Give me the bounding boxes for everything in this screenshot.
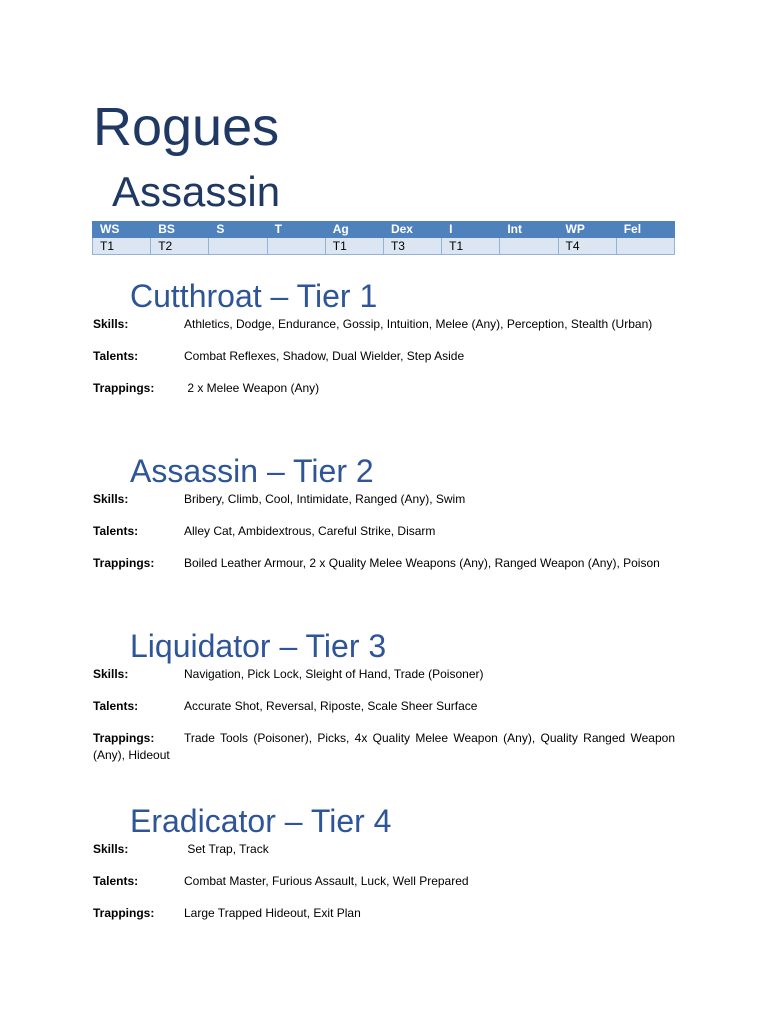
trappings-row (0, 730, 768, 764)
talents-value: Accurate Shot, Reversal, Riposte, Scale Sheer Surface (184, 699, 478, 713)
skills-label: Skills: (93, 317, 129, 331)
stat-header: T (267, 222, 325, 238)
stat-header: S (209, 222, 267, 238)
skills-label: Skills: (93, 492, 129, 506)
stat-value: T4 (558, 238, 616, 255)
talents-label: Talents: (93, 349, 139, 363)
stat-header: Dex (383, 222, 441, 238)
tier-4-section (0, 801, 768, 922)
stat-value (500, 238, 558, 255)
stat-header: WP (558, 222, 616, 238)
talents-label: Talents: (93, 524, 139, 538)
page-title: Rogues (93, 97, 280, 157)
tier-3-section (0, 626, 768, 764)
trappings-value: Trade Tools (Poisoner), Picks, 4x Quality Melee Weapon (Any), Quality Ranged Weapon (Any), Hideout (93, 731, 675, 762)
trappings-row (0, 380, 768, 397)
talents-row (0, 698, 768, 715)
tier-1-section (0, 276, 768, 397)
tier-heading: Eradicator – Tier 4 (130, 803, 392, 839)
stat-header: WS (93, 222, 151, 238)
trappings-value: 2 x Melee Weapon (Any) (184, 381, 320, 395)
stat-header: Ag (325, 222, 383, 238)
talents-row (0, 873, 768, 890)
stat-value: T1 (93, 238, 151, 255)
talents-value: Alley Cat, Ambidextrous, Careful Strike, Disarm (184, 524, 436, 538)
tier-heading: Liquidator – Tier 3 (130, 628, 387, 664)
stat-value (616, 238, 674, 255)
stats-value-row (93, 238, 675, 255)
stats-header-row (93, 222, 675, 238)
skills-value: Navigation, Pick Lock, Sleight of Hand, Trade (Poisoner) (184, 667, 484, 681)
skills-row (0, 666, 768, 683)
trappings-label: Trappings: (93, 556, 155, 570)
talents-row (0, 523, 768, 540)
stat-header: Int (500, 222, 558, 238)
talents-value: Combat Reflexes, Shadow, Dual Wielder, Step Aside (184, 349, 465, 363)
talents-label: Talents: (93, 699, 139, 713)
skills-value: Athletics, Dodge, Endurance, Gossip, Intuition, Melee (Any), Perception, Stealth (Urban) (184, 317, 653, 331)
stat-value: T3 (383, 238, 441, 255)
skills-label: Skills: (93, 842, 129, 856)
stat-header: BS (151, 222, 209, 238)
skills-row (0, 316, 768, 333)
trappings-label: Trappings: (93, 906, 155, 920)
skills-row (0, 841, 768, 858)
stat-value (209, 238, 267, 255)
trappings-label: Trappings: (93, 381, 155, 395)
skills-row (0, 491, 768, 508)
stat-value (267, 238, 325, 255)
trappings-value: Large Trapped Hideout, Exit Plan (184, 906, 361, 920)
talents-row (0, 348, 768, 365)
stat-header: I (442, 222, 500, 238)
tier-heading: Assassin – Tier 2 (130, 453, 374, 489)
trappings-label: Trappings: (93, 731, 155, 745)
talents-label: Talents: (93, 874, 139, 888)
talents-value: Combat Master, Furious Assault, Luck, Well Prepared (184, 874, 469, 888)
tier-2-section (0, 451, 768, 572)
stat-value: T2 (151, 238, 209, 255)
stat-value: T1 (442, 238, 500, 255)
trappings-row (0, 905, 768, 922)
stats-table (92, 221, 675, 255)
skills-label: Skills: (93, 667, 129, 681)
stat-value: T1 (325, 238, 383, 255)
stat-header: Fel (616, 222, 674, 238)
career-title: Assassin (112, 168, 281, 215)
skills-value: Bribery, Climb, Cool, Intimidate, Ranged (Any), Swim (184, 492, 466, 506)
skills-value: Set Trap, Track (184, 842, 269, 856)
tier-heading: Cutthroat – Tier 1 (130, 278, 378, 314)
trappings-row (0, 555, 768, 572)
trappings-value: Boiled Leather Armour, 2 x Quality Melee Weapons (Any), Ranged Weapon (Any), Poison (184, 556, 660, 570)
